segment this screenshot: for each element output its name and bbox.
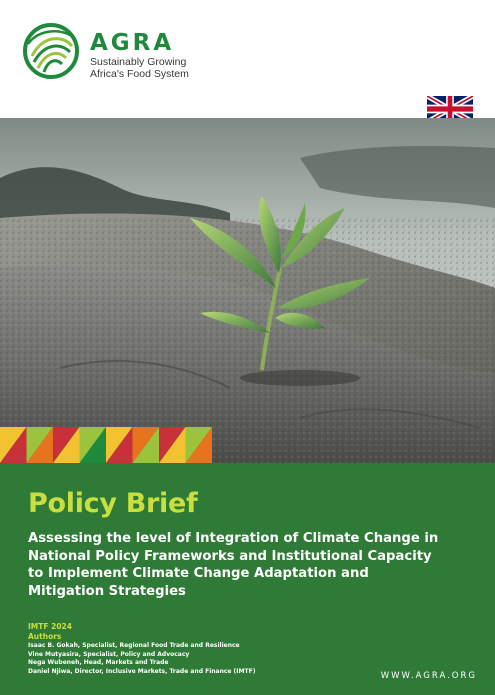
policy-brief-label: Policy Brief — [28, 488, 198, 519]
tagline-line-2: Africa's Food System — [90, 68, 189, 80]
policy-brief-title: Assessing the level of Integration of Climate Change in National Policy Frameworks and Institutional Capacity to Implement Climate Change Adaptation and Mitigation Strategies — [28, 531, 439, 599]
cover-meta — [28, 622, 358, 676]
agra-logo — [22, 22, 222, 82]
cover-photo-seedling — [0, 118, 495, 463]
brand-name: AGRA — [90, 30, 175, 56]
author-line: Nega Wubeneh, Head, Markets and Trade — [28, 659, 169, 667]
author-line: Isaac B. Gokah, Specialist, Regional Food Trade and Resilience — [28, 642, 240, 649]
brand-tagline — [90, 56, 230, 80]
event-label: IMTF 2024 — [28, 622, 72, 631]
triangle-pattern-band — [0, 427, 212, 463]
tagline-line-1: Sustainably Growing — [90, 56, 187, 68]
agra-logo-icon — [22, 22, 80, 80]
authors-heading: Authors — [28, 632, 62, 641]
author-line: Daniel Njiwa, Director, Inclusive Markets, Trade and Finance (IMTF) — [28, 667, 256, 675]
author-line: Vine Mutyasira, Specialist, Policy and Advocacy — [28, 650, 190, 658]
website-link[interactable]: WWW.AGRA.ORG — [380, 671, 477, 681]
